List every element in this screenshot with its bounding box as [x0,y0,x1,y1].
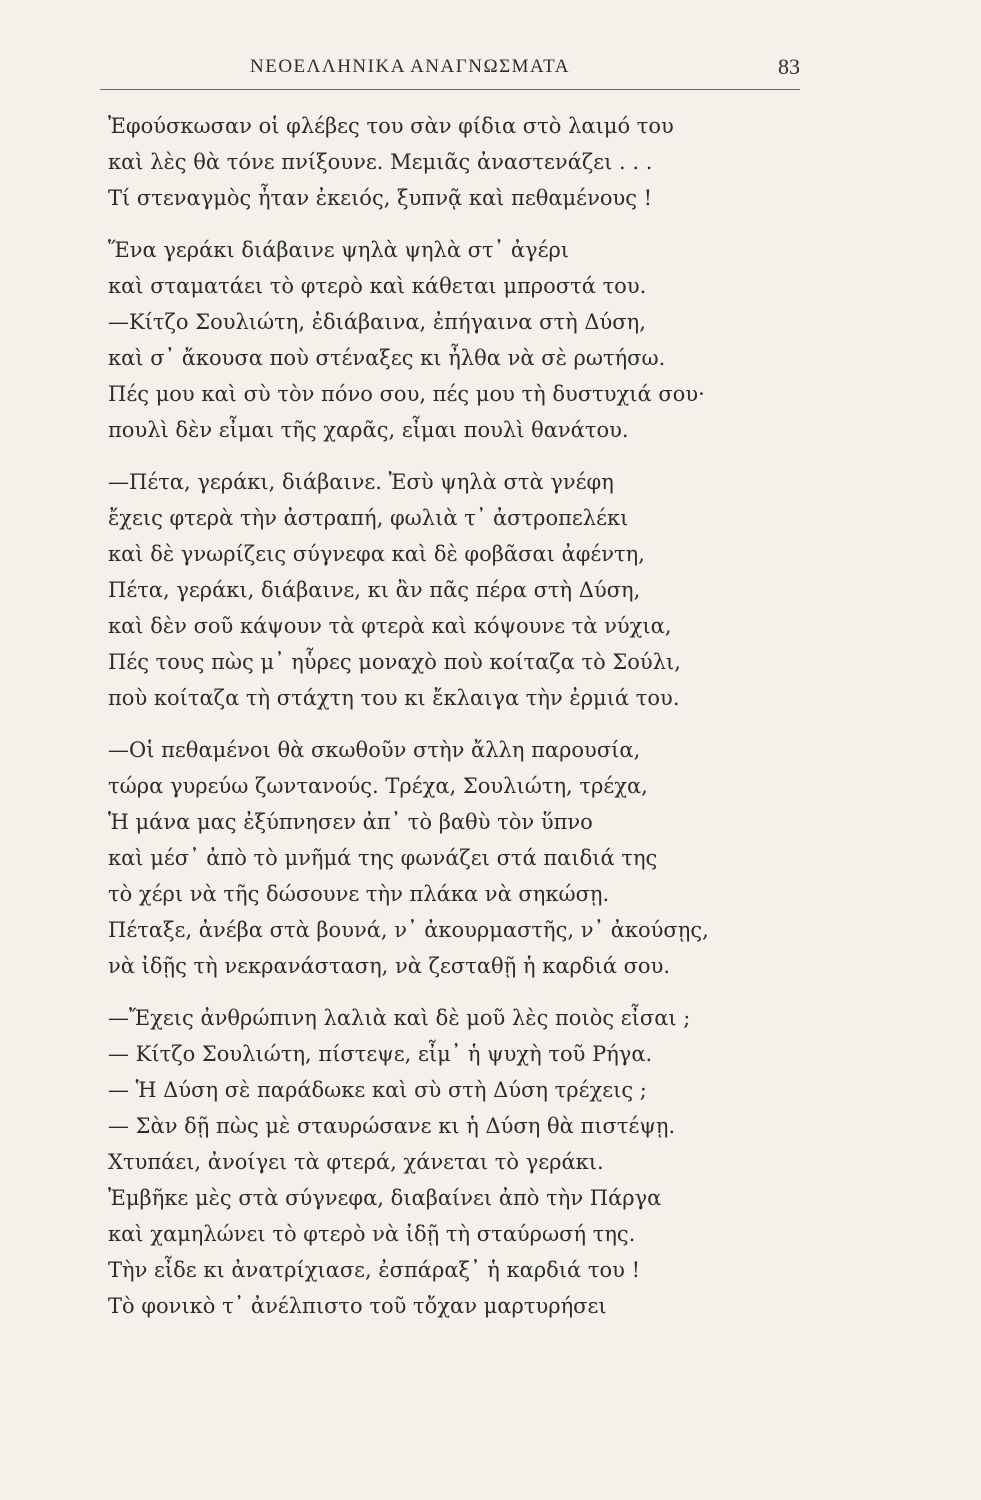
poem-line: καὶ χαμηλώνει τὸ φτερὸ νὰ ἰδῇ τὴ σταύρωσή της. [108,1222,636,1246]
poem-line: —Ἔχεις ἀνθρώπινη λαλιὰ καὶ δὲ μοῦ λὲς ποιὸς εἶσαι ; [108,1006,691,1030]
poem-body [108,108,808,1324]
poem-line: — Κίτζο Σουλιώτη, πίστεψε, εἶμ᾽ ἡ ψυχὴ τοῦ Ρήγα. [108,1042,653,1066]
poem-line: —Οἱ πεθαμένοι θὰ σκωθοῦν στὴν ἄλλη παρουσία, [108,738,641,762]
stanza [108,1000,808,1324]
stanza-gap [108,984,808,1000]
poem-line: Ἡ μάνα μας ἐξύπνησεν ἀπ᾽ τὸ βαθὺ τὸν ὕπνο [108,810,593,834]
poem-line: Χτυπάει, ἀνοίγει τὰ φτερά, χάνεται τὸ γεράκι. [108,1150,604,1174]
poem-line: — Σὰν δῇ πὼς μὲ σταυρώσανε κι ἡ Δύση θὰ πιστέψῃ. [108,1114,676,1138]
poem-line: καὶ λὲς θὰ τόνε πνίξουνε. Μεμιᾶς ἀναστενάζει . . . [108,150,653,174]
poem-line: ποὺ κοίταζα τὴ στάχτη του κι ἔκλαιγα τὴν ἐρμιά του. [108,686,680,710]
poem-line: —Πέτα, γεράκι, διάβαινε. Ἐσὺ ψηλὰ στὰ γνέφη [108,470,614,494]
poem-line: Ἐφούσκωσαν οἱ φλέβες του σὰν φίδια στὸ λαιμό του [108,114,674,138]
stanza [108,232,808,448]
poem-line: καὶ δὲ γνωρίζεις σύγνεφα καὶ δὲ φοβᾶσαι ἀφέντη, [108,542,645,566]
poem-line: τὸ χέρι νὰ τῆς δώσουνε τὴν πλάκα νὰ σηκώσῃ. [108,882,610,906]
stanza-gap [108,216,808,232]
poem-line: ἔχεις φτερὰ τὴν ἀστραπή, φωλιὰ τ᾽ ἀστροπελέκι [108,506,629,530]
poem-line: Πές μου καὶ σὺ τὸν πόνο σου, πές μου τὴ δυστυχιά σου· [108,382,705,406]
running-title: ΝΕΟΕΛΛΗΝΙΚΑ ΑΝΑΓΝΩΣΜΑΤΑ [250,56,570,77]
page-number: 83 [778,54,800,79]
poem-line: τώρα γυρεύω ζωντανούς. Τρέχα, Σουλιώτη, τρέχα, [108,774,648,798]
stanza-gap [108,716,808,732]
poem-line: Πές τους πὼς μ᾽ ηὗρες μοναχὸ ποὺ κοίταζα τὸ Σούλι, [108,650,681,674]
poem-line: καὶ μέσ᾽ ἀπὸ τὸ μνῆμά της φωνάζει στά παιδιά της [108,846,658,870]
poem-line: Πέταξε, ἀνέβα στὰ βουνά, ν᾽ ἀκουρμαστῆς, ν᾽ ἀκούσῃς, [108,918,709,942]
running-header [100,56,800,86]
poem-line: — Ἡ Δύση σὲ παράδωκε καὶ σὺ στὴ Δύση τρέχεις ; [108,1078,647,1102]
poem-line: καὶ σ᾽ ἄκουσα ποὺ στέναξες κι ἦλθα νὰ σὲ ρωτήσω. [108,346,666,370]
poem-line: Ἕνα γεράκι διάβαινε ψηλὰ ψηλὰ στ᾽ ἀγέρι [108,238,570,262]
stanza [108,464,808,716]
header-rule [100,89,800,90]
poem-line: Τὸ φονικὸ τ᾽ ἀνέλπιστο τοῦ τὄχαν μαρτυρήσει [108,1294,607,1318]
poem-line: Πέτα, γεράκι, διάβαινε, κι ἂν πᾶς πέρα στὴ Δύση, [108,578,641,602]
poem-line: καὶ δὲν σοῦ κάψουν τὰ φτερὰ καὶ κόψουνε τὰ νύχια, [108,614,672,638]
stanza [108,108,808,216]
poem-line: πουλὶ δὲν εἶμαι τῆς χαρᾶς, εἶμαι πουλὶ θανάτου. [108,418,629,442]
poem-line: καὶ σταματάει τὸ φτερὸ καὶ κάθεται μπροστά του. [108,274,647,298]
poem-line: νὰ ἰδῇς τὴ νεκρανάσταση, νὰ ζεσταθῇ ἡ καρδιά σου. [108,954,671,978]
poem-line: Τὴν εἶδε κι ἀνατρίχιασε, ἐσπάραξ᾽ ἡ καρδιά του ! [108,1258,641,1282]
poem-line: Ἐμβῆκε μὲς στὰ σύγνεφα, διαβαίνει ἀπὸ τὴν Πάργα [108,1186,662,1210]
poem-line: Τί στεναγμὸς ἦταν ἐκειός, ξυπνᾷ καὶ πεθαμένους ! [108,186,653,210]
poem-line: —Κίτζο Σουλιώτη, ἐδιάβαινα, ἐπήγαινα στὴ Δύση, [108,310,646,334]
stanza [108,732,808,984]
stanza-gap [108,448,808,464]
